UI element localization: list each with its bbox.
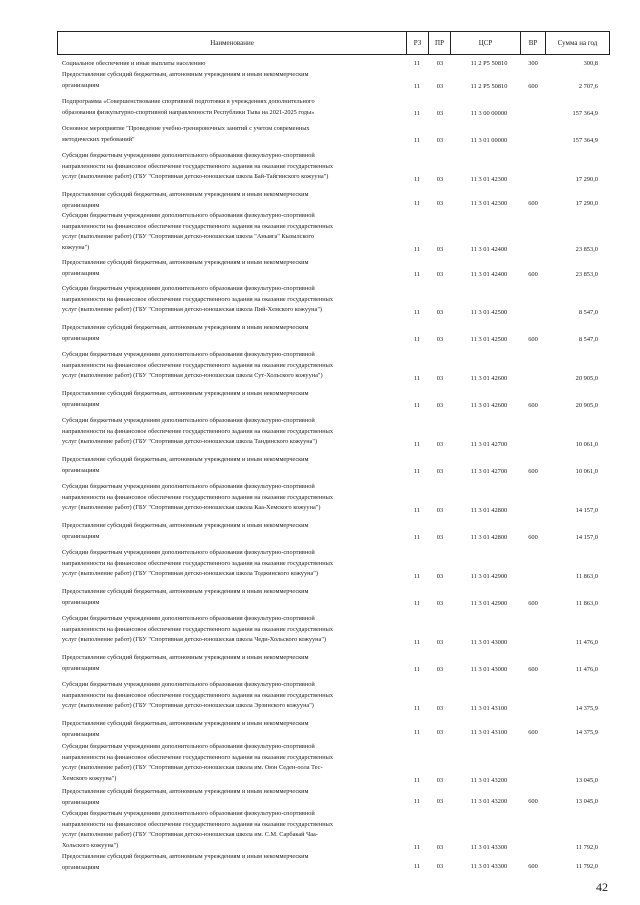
row-rz: 11 bbox=[413, 60, 421, 67]
row-pr: 03 bbox=[436, 573, 444, 580]
row-rz: 11 bbox=[413, 507, 421, 514]
row-name: Предоставление субсидий бюджетным, автономным учреждениям и иным некоммерческим организациям bbox=[62, 588, 309, 606]
row-rz: 11 bbox=[413, 336, 421, 343]
row-csr: 11 3 01 43000 bbox=[470, 639, 508, 646]
row-pr: 03 bbox=[436, 534, 444, 541]
row-name: Субсидии бюджетным учреждениям дополнительного образования физкультурно-спортивной направленности на финансовое обеспечение государственного задания на оказание государственных услуг (выполнение работ) (ГБУ "Спортивная детско-юношеская школа Пий-Хемского кожууна") bbox=[62, 285, 333, 314]
row-pr: 03 bbox=[436, 271, 444, 278]
row-vr: 600 bbox=[528, 534, 538, 541]
table-row bbox=[0, 389, 640, 411]
table-row bbox=[0, 190, 640, 209]
row-csr: 11 3 01 43200 bbox=[470, 777, 508, 784]
table-row bbox=[0, 809, 640, 853]
row-sum: 13 045,0 bbox=[575, 777, 598, 784]
table-row bbox=[0, 548, 640, 582]
row-name: Социальное обеспечение и иные выплаты населению bbox=[62, 60, 206, 67]
row-name: Субсидии бюджетным учреждениям дополнительного образования физкультурно-спортивной направленности на финансовое обеспечение государственного задания на оказание государственных услуг (выполнение работ) (ГБУ "Спортивная детско-юношеская школа Каа-Хемского кожууна") bbox=[62, 483, 333, 512]
row-sum: 14 375,9 bbox=[575, 705, 598, 712]
row-csr: 11 3 01 43200 bbox=[470, 798, 508, 805]
row-name: Субсидии бюджетным учреждениям дополнительного образования физкультурно-спортивной направленности на финансовое обеспечение государственного задания на оказание государственных услуг (выполнение работ) (ГБУ "Спортивная детско-юношеская школа Тандинского кожууна") bbox=[62, 417, 333, 446]
row-vr: 600 bbox=[528, 402, 538, 409]
row-pr: 03 bbox=[436, 83, 444, 90]
row-rz: 11 bbox=[413, 600, 421, 607]
header-name: Наименование bbox=[210, 39, 254, 47]
row-csr: 11 3 01 42900 bbox=[470, 600, 508, 607]
row-csr: 11 3 01 42500 bbox=[470, 336, 508, 343]
row-sum: 2 707,6 bbox=[578, 83, 598, 90]
table-row bbox=[0, 211, 640, 255]
row-csr: 11 3 01 42800 bbox=[470, 507, 508, 514]
row-name: Основное мероприятие "Проведение учебно-тренировочных занятий с учетом современных методических требований" bbox=[62, 125, 310, 143]
row-rz: 11 bbox=[413, 271, 421, 278]
row-pr: 03 bbox=[436, 137, 444, 144]
row-sum: 10 061,0 bbox=[575, 468, 598, 475]
row-pr: 03 bbox=[436, 200, 444, 207]
row-csr: 11 3 01 42900 bbox=[470, 573, 508, 580]
row-vr: 600 bbox=[528, 798, 538, 805]
row-rz: 11 bbox=[413, 137, 421, 144]
row-rz: 11 bbox=[413, 729, 421, 736]
table-row bbox=[0, 521, 640, 543]
table-row bbox=[0, 587, 640, 609]
row-name: Субсидии бюджетным учреждениям дополнительного образования физкультурно-спортивной направленности на финансовое обеспечение государственного задания на оказание государственных услуг (выполнение работ) (ГБУ "Спортивная детско-юношеская школа "Аныяга" Кызылского кожууна") bbox=[62, 212, 333, 251]
row-sum: 14 157,0 bbox=[575, 507, 598, 514]
table-row bbox=[0, 742, 640, 786]
row-csr: 11 3 01 42600 bbox=[470, 375, 508, 382]
header-pr: ПР bbox=[435, 39, 444, 47]
row-vr: 600 bbox=[528, 666, 538, 673]
row-name: Субсидии бюджетным учреждениям дополнительного образования физкультурно-спортивной направленности на финансовое обеспечение государственного задания на оказание государственных услуг (выполнение работ) (ГБУ "Спортивная детско-юношеская школа Чеди-Хольского кожууна") bbox=[62, 615, 333, 644]
table-row bbox=[0, 852, 640, 872]
table-row bbox=[0, 284, 640, 318]
header-rz: РЗ bbox=[413, 39, 422, 47]
row-pr: 03 bbox=[436, 844, 444, 851]
row-rz: 11 bbox=[413, 176, 421, 183]
table-row bbox=[0, 614, 640, 648]
row-pr: 03 bbox=[436, 729, 444, 736]
table-row bbox=[0, 323, 640, 345]
page-number: 42 bbox=[596, 880, 608, 894]
row-csr: 11 3 01 42700 bbox=[470, 441, 508, 448]
table-row bbox=[0, 124, 640, 146]
row-sum: 8 547,0 bbox=[578, 336, 598, 343]
row-sum: 8 547,0 bbox=[578, 309, 598, 316]
row-rz: 11 bbox=[413, 402, 421, 409]
row-pr: 03 bbox=[436, 666, 444, 673]
row-rz: 11 bbox=[413, 200, 421, 207]
row-csr: 11 3 00 00000 bbox=[470, 110, 508, 117]
row-sum: 23 853,0 bbox=[575, 271, 598, 278]
row-pr: 03 bbox=[436, 402, 444, 409]
row-sum: 11 792,0 bbox=[575, 863, 598, 870]
row-pr: 03 bbox=[436, 176, 444, 183]
row-pr: 03 bbox=[436, 441, 444, 448]
row-rz: 11 bbox=[413, 863, 421, 870]
row-name: Предоставление субсидий бюджетным, автономным учреждениям и иным некоммерческим организациям bbox=[62, 324, 309, 342]
row-vr: 600 bbox=[528, 336, 538, 343]
row-csr: 11 3 01 43000 bbox=[470, 666, 508, 673]
row-pr: 03 bbox=[436, 375, 444, 382]
row-rz: 11 bbox=[413, 309, 421, 316]
row-sum: 157 364,9 bbox=[572, 110, 598, 117]
row-name: Предоставление субсидий бюджетным, автономным учреждениям и иным некоммерческим организациям bbox=[62, 853, 309, 871]
row-pr: 03 bbox=[436, 468, 444, 475]
table-row bbox=[0, 70, 640, 92]
row-vr: 600 bbox=[528, 600, 538, 607]
row-vr: 600 bbox=[528, 468, 538, 475]
row-rz: 11 bbox=[413, 573, 421, 580]
row-pr: 03 bbox=[436, 110, 444, 117]
row-name: Предоставление субсидий бюджетным, автономным учреждениям и иным некоммерческим организациям bbox=[62, 788, 309, 806]
table-row bbox=[0, 258, 640, 280]
row-rz: 11 bbox=[413, 705, 421, 712]
row-csr: 11 3 01 42500 bbox=[470, 309, 508, 316]
row-pr: 03 bbox=[436, 863, 444, 870]
row-rz: 11 bbox=[413, 639, 421, 646]
header-vr: ВР bbox=[528, 39, 538, 47]
row-rz: 11 bbox=[413, 777, 421, 784]
row-sum: 11 863,0 bbox=[575, 600, 598, 607]
row-vr: 600 bbox=[528, 271, 538, 278]
row-vr: 600 bbox=[528, 200, 538, 207]
row-sum: 13 045,0 bbox=[575, 798, 598, 805]
row-name: Предоставление субсидий бюджетным, автономным учреждениям и иным некоммерческим организациям bbox=[62, 456, 309, 474]
row-rz: 11 bbox=[413, 798, 421, 805]
row-name: Субсидии бюджетным учреждениям дополнительного образования физкультурно-спортивной направленности на финансовое обеспечение государственного задания на оказание государственных услуг (выполнение работ) (ГБУ "Спортивная детско-юношеская школа Сут-Хольского кожууна") bbox=[62, 351, 333, 380]
row-name: Субсидии бюджетным учреждениям дополнительного образования физкультурно-спортивной направленности на финансовое обеспечение государственного задания на оказание государственных услуг (выполнение работ) (ГБУ "Спортивная детско-юношеская школа им. С.М. Сарбакай Чаа- Хольского кожууна") bbox=[62, 810, 333, 849]
row-csr: 11 3 01 43100 bbox=[470, 705, 508, 712]
row-csr: 11 3 01 42300 bbox=[470, 200, 508, 207]
row-rz: 11 bbox=[413, 83, 421, 90]
row-sum: 17 290,0 bbox=[575, 176, 598, 183]
header-bottom-border bbox=[57, 54, 610, 55]
row-sum: 14 157,0 bbox=[575, 534, 598, 541]
row-name: Субсидии бюджетным учреждениям дополнительного образования физкультурно-спортивной направленности на финансовое обеспечение государственного задания на оказание государственных услуг (выполнение работ) (ГБУ "Спортивная детско-юношеская школа Бай-Тайгинского кожууна") bbox=[62, 152, 333, 181]
row-sum: 11 792,0 bbox=[575, 844, 598, 851]
row-name: Предоставление субсидий бюджетным, автономным учреждениям и иным некоммерческим организациям bbox=[62, 259, 309, 277]
header-divider bbox=[609, 31, 610, 54]
row-csr: 11 3 01 43300 bbox=[470, 844, 508, 851]
table-row bbox=[0, 653, 640, 675]
row-csr: 11 3 01 42400 bbox=[470, 246, 508, 253]
table-row bbox=[0, 455, 640, 477]
row-name: Предоставление субсидий бюджетным, автономным учреждениям и иным некоммерческим организациям bbox=[62, 654, 309, 672]
row-csr: 11 3 01 42300 bbox=[470, 176, 508, 183]
row-csr: 11 3 01 42700 bbox=[470, 468, 508, 475]
row-csr: 11 3 01 00000 bbox=[470, 137, 508, 144]
row-name: Предоставление субсидий бюджетным, автономным учреждениям и иным некоммерческим организациям bbox=[62, 191, 309, 209]
row-csr: 11 3 01 42600 bbox=[470, 402, 508, 409]
table-row bbox=[0, 416, 640, 450]
row-pr: 03 bbox=[436, 336, 444, 343]
row-rz: 11 bbox=[413, 246, 421, 253]
row-name: Предоставление субсидий бюджетным, автономным учреждениям и иным некоммерческим организациям bbox=[62, 390, 309, 408]
table-row bbox=[0, 151, 640, 185]
row-csr: 11 2 P5 50810 bbox=[470, 60, 508, 67]
row-sum: 17 290,0 bbox=[575, 200, 598, 207]
table-row bbox=[0, 482, 640, 516]
row-sum: 20 905,0 bbox=[575, 375, 598, 382]
row-sum: 10 061,0 bbox=[575, 441, 598, 448]
row-rz: 11 bbox=[413, 844, 421, 851]
header-top-border bbox=[57, 31, 610, 32]
row-name: Субсидии бюджетным учреждениям дополнительного образования физкультурно-спортивной направленности на финансовое обеспечение государственного задания на оказание государственных услуг (выполнение работ) (ГБУ "Спортивная детско-юношеская школа Эрзинского кожууна") bbox=[62, 681, 333, 710]
table-row bbox=[0, 680, 640, 714]
header-csr: ЦСР bbox=[478, 39, 493, 47]
table-row bbox=[0, 719, 640, 738]
row-rz: 11 bbox=[413, 375, 421, 382]
row-sum: 20 905,0 bbox=[575, 402, 598, 409]
row-vr: 600 bbox=[528, 729, 538, 736]
row-rz: 11 bbox=[413, 534, 421, 541]
row-vr: 300 bbox=[528, 60, 538, 67]
row-csr: 11 3 01 43100 bbox=[470, 729, 508, 736]
row-name: Субсидии бюджетным учреждениям дополнительного образования физкультурно-спортивной направленности на финансовое обеспечение государственного задания на оказание государственных услуг (выполнение работ) (ГБУ "Спортивная детско-юношеская школа Тоджинского кожууна") bbox=[62, 549, 333, 578]
row-name: Предоставление субсидий бюджетным, автономным учреждениям и иным некоммерческим организациям bbox=[62, 71, 309, 89]
row-pr: 03 bbox=[436, 639, 444, 646]
table-row bbox=[0, 787, 640, 807]
row-sum: 23 853,0 bbox=[575, 246, 598, 253]
row-sum: 300,8 bbox=[583, 60, 598, 67]
row-vr: 600 bbox=[528, 863, 538, 870]
row-sum: 157 364,9 bbox=[572, 137, 598, 144]
table-row bbox=[0, 59, 640, 69]
table-row bbox=[0, 350, 640, 384]
row-vr: 600 bbox=[528, 83, 538, 90]
row-sum: 14 375,9 bbox=[575, 729, 598, 736]
row-pr: 03 bbox=[436, 309, 444, 316]
header-sum: Сумма на год bbox=[557, 39, 598, 47]
row-rz: 11 bbox=[413, 666, 421, 673]
row-name: Предоставление субсидий бюджетным, автономным учреждениям и иным некоммерческим организациям bbox=[62, 522, 309, 540]
row-pr: 03 bbox=[436, 246, 444, 253]
row-name: Субсидии бюджетным учреждениям дополнительного образования физкультурно-спортивной направленности на финансовое обеспечение государственного задания на оказание государственных услуг (выполнение работ) (ГБУ "Спортивная детско-юношеская школа им. Оюн Седен-оола Тес- Хемского кожууна") bbox=[62, 743, 333, 782]
table-row bbox=[0, 97, 640, 119]
row-rz: 11 bbox=[413, 468, 421, 475]
row-csr: 11 3 01 42400 bbox=[470, 271, 508, 278]
row-rz: 11 bbox=[413, 441, 421, 448]
row-csr: 11 3 01 42800 bbox=[470, 534, 508, 541]
row-pr: 03 bbox=[436, 777, 444, 784]
row-csr: 11 2 P5 50810 bbox=[470, 83, 508, 90]
row-pr: 03 bbox=[436, 60, 444, 67]
row-pr: 03 bbox=[436, 798, 444, 805]
row-pr: 03 bbox=[436, 600, 444, 607]
row-csr: 11 3 01 43300 bbox=[470, 863, 508, 870]
row-sum: 11 476,0 bbox=[575, 666, 598, 673]
row-pr: 03 bbox=[436, 507, 444, 514]
row-pr: 03 bbox=[436, 705, 444, 712]
row-sum: 11 476,0 bbox=[575, 639, 598, 646]
row-name: Подпрограмма «Совершенствование спортивной подготовки в учреждениях дополнительного образования физкультурно-спортивной направленности Республики Тыва на 2021-2025 годы» bbox=[62, 98, 315, 116]
row-rz: 11 bbox=[413, 110, 421, 117]
row-name: Предоставление субсидий бюджетным, автономным учреждениям и иным некоммерческим организациям bbox=[62, 720, 309, 738]
row-sum: 11 863,0 bbox=[575, 573, 598, 580]
